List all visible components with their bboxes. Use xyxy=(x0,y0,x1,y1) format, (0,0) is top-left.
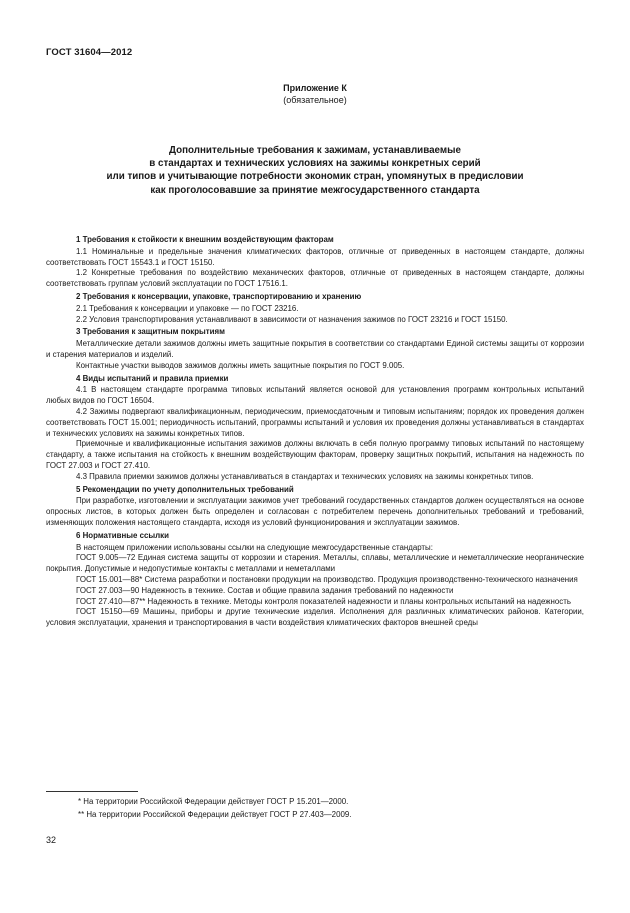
main-title-line: как проголосовавшие за принятие межгосударственного стандарта xyxy=(150,184,480,196)
annex-title: Приложение К xyxy=(283,83,347,93)
section-heading: 2 Требования к консервации, упаковке, транспортированию и хранению xyxy=(76,291,362,301)
footnotes xyxy=(46,796,584,821)
main-title-line: в стандартах и технических условиях на зажимы конкретных серий xyxy=(149,158,481,170)
paragraph: В настоящем приложении использованы ссылки на следующие межгосударственные стандарты: xyxy=(76,542,433,552)
annex-status: (обязательное) xyxy=(283,95,347,105)
paragraph: 4.1 В настоящем стандарте программа типовых испытаний является основой для установления программ контрольных испытаний любых видов по ГОСТ 16504. xyxy=(46,385,584,406)
paragraph: Металлические детали зажимов должны иметь защитные покрытия в соответствии со стандартами Единой системы защиты от коррозии и старения материалов и изделий. xyxy=(46,339,584,359)
document-header: ГОСТ 31604—2012 xyxy=(46,47,133,58)
document-body xyxy=(46,233,584,629)
section-heading: 5 Рекомендации по учету дополнительных требований xyxy=(76,484,294,494)
paragraph: 2.1 Требования к консервации и упаковке — по ГОСТ 23216. xyxy=(76,303,299,313)
paragraph: 1.2 Конкретные требования по воздействию механических факторов, отличные от приведенных в настоящем стандарте, должны соответствовать группам условий эксплуатации по ГОСТ 17516.1. xyxy=(46,268,584,289)
main-title xyxy=(60,144,570,197)
paragraph: 4.3 Правила приемки зажимов должны устанавливаться в стандартах и технических условиях на зажимы конкретных типов. xyxy=(76,471,534,481)
paragraph: 2.2 Условия транспортирования устанавливают в зависимости от назначения зажимов по ГОСТ 23216 и ГОСТ 15150. xyxy=(76,314,508,324)
reference-item: ГОСТ 27.003—90 Надежность в технике. Состав и общие правила задания требований по надежности xyxy=(76,585,454,595)
main-title-line: или типов и учитывающие потребности экономик стран, упомянутых в предисловии xyxy=(106,171,524,183)
footnote: * На территории Российской Федерации действует ГОСТ Р 15.201—2000. xyxy=(78,797,349,806)
paragraph: 4.2 Зажимы подвергают квалификационным, периодическим, приемосдаточным и типовым испытаниям; порядок их проведения должен соответствовать ГОСТ 15.001; периодичность испытаний, программы испытаний и условия их проведения должны устанавливаться в стандартах и технических условиях на зажимы конкретных типов. xyxy=(46,406,584,438)
section-heading: 6 Нормативные ссылки xyxy=(76,530,169,540)
main-title-line: Дополнительные требования к зажимам, устанавливаемые xyxy=(169,145,461,156)
paragraph: Приемочные и квалификационные испытания зажимов должны включать в себя полную программу типовых испытаний по настоящему стандарту, а также испытания на стойкость к внешним воздействующим факторам, проверку защитных покрытий, испытания на надежность по ГОСТ 27.003 и ГОСТ 27.410. xyxy=(46,439,584,470)
reference-item: ГОСТ 9.005—72 Единая система защиты от коррозии и старения. Металлы, сплавы, металлические и неметаллические неорганические покрытия. Допустимые и недопустимые контакты с металлами и неметаллами xyxy=(46,553,584,574)
reference-item: ГОСТ 27.410—87** Надежность в технике. Методы контроля показателей надежности и планы контрольных испытаний на надежность xyxy=(76,596,571,606)
reference-item: ГОСТ 15.001—88* Система разработки и постановки продукции на производство. Продукция производственно-технического назначения xyxy=(76,574,578,584)
paragraph: 1.1 Номинальные и предельные значения климатических факторов, отличные от приведенных в настоящем стандарте, должны соответствовать ГОСТ 15543.1 и ГОСТ 15150. xyxy=(46,246,584,267)
paragraph: Контактные участки выводов зажимов должны иметь защитные покрытия по ГОСТ 9.005. xyxy=(76,360,405,370)
footnote: ** На территории Российской Федерации действует ГОСТ Р 27.403—2009. xyxy=(78,809,352,819)
paragraph: При разработке, изготовлении и эксплуатации зажимов учет требований государственных стандартов должен осуществляться на основе опросных листов, в которых должен быть определен и согласован с потребителем перечень дополнительных требований и требований, изменяющих положения настоящего стандарта, исходя из условий функционирования и эксплуатации зажимов. xyxy=(46,496,584,527)
page-number: 32 xyxy=(46,835,57,845)
footnote-divider xyxy=(46,791,138,792)
section-heading: 3 Требования к защитным покрытиям xyxy=(76,327,225,337)
reference-item: ГОСТ 15150—69 Машины, приборы и другие технические изделия. Исполнения для различных климатических районов. Категории, условия эксплуатации, хранения и транспортирования в части воздействия климатических факторов внешней среды xyxy=(46,607,584,628)
section-heading: 1 Требования к стойкости к внешним воздействующим факторам xyxy=(76,235,334,244)
section-heading: 4 Виды испытаний и правила приемки xyxy=(76,373,229,383)
